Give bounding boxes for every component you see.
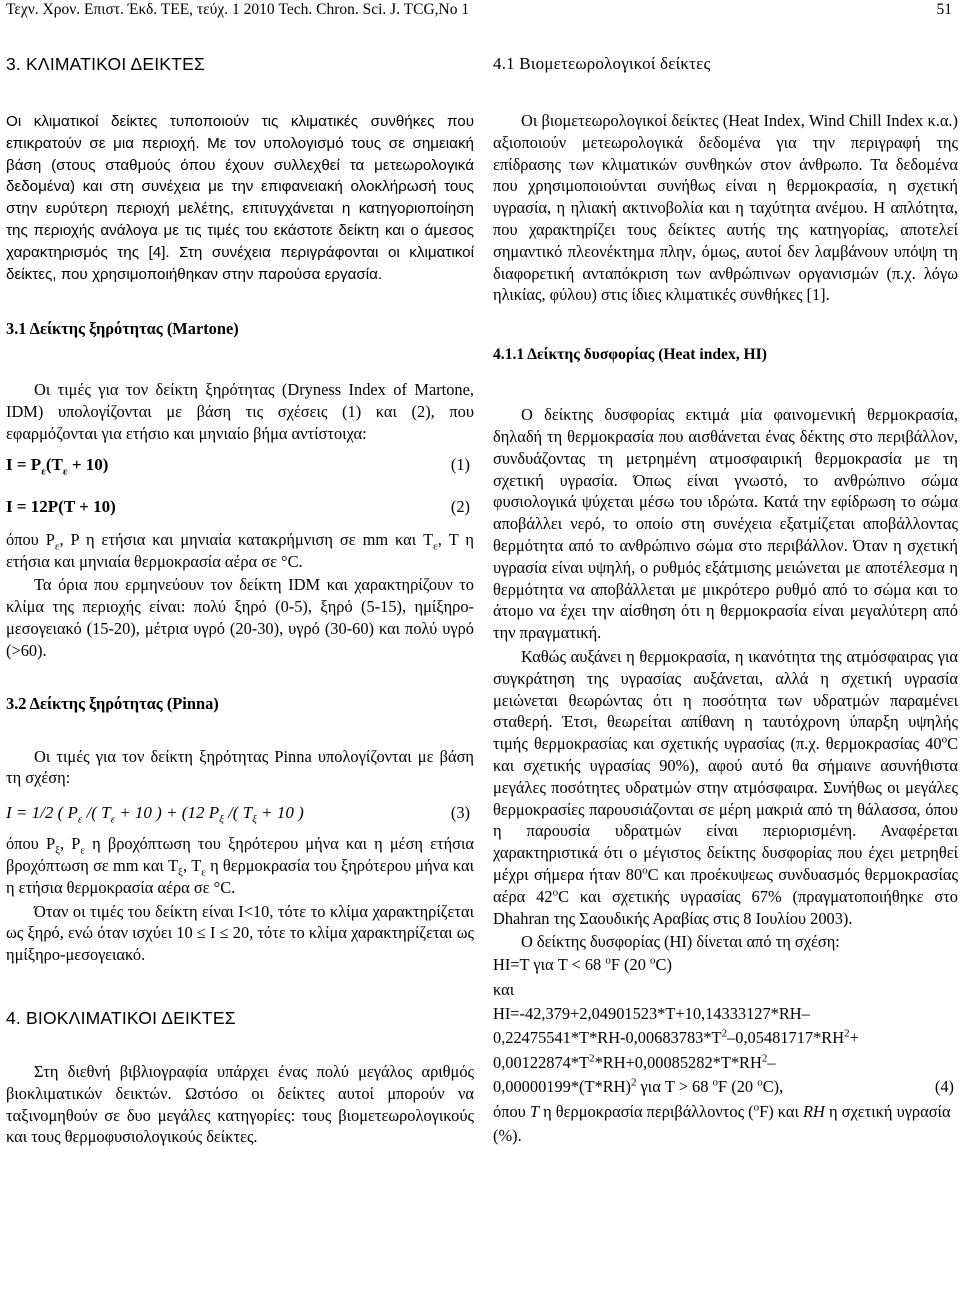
- right-column: [493, 48, 958, 1148]
- equation-3-definitions: όπου $P_\xi$, $P_\varepsilon$ η βροχόπτωση του ξηρότερου μήνα και η μέση ετήσια βροχόπτωση σε mm και $T_\xi$, $T_\varepsilon$ η θερμοκρασία του ξηρότερου μήνα και η ετήσια θερμοκρασία αέρα σε °C.: [6, 834, 475, 897]
- equation-3: I = 1/2 ( $P_\varepsilon$ /( $T_\varepsilon + 10$ ) + (12 $P_\xi$ /( $T_\xi + 10$ ) (3): [6, 803, 470, 826]
- section-4-1-1-title: 4.1.1 Δείκτης δυσφορίας (Heat index, HI): [493, 346, 767, 364]
- equation-1-2-definitions: όπου $P_\varepsilon$, P η ετήσια και μηνιαία κατακρήμνιση σε mm και $T_\varepsilon$, T η ετήσια και μηνιαία θερμοκρασία αέρα σε °C.: [6, 529, 474, 571]
- heat-index-paragraph-2: Καθώς αυξάνει η θερμοκρασία, η ικανότητα της ατμόσφαιρας για συγκράτηση της υγρασίας αυξάνεται, αλλά η σχετική υγρασία μειώνεται θεωρώντας ότι η ποσότητα των υδρατμών παραμένει σταθερή. Έτσι, θεωρείται απίθανη η ταυτόχρονη ύπαρξη υψηλής τιμής θερμοκρασίας και σχετικής υγρασίας (π.χ. θερμοκρασίας 40$^o$C και σχετικής υγρασίας 90%), αφού αυτό θα σήμαινε ασυνήθιστα μεγάλες ποσότητες υδρατμών στην ατμόσφαιρα. Συνήθως οι μεγάλες θερμοκρασίες παρουσιάζονται σε μέρη μακριά από τη θάλασσα, όπου η παρουσία υδρατμών είναι περιορισμένη. Αναφέρεται χαρακτηριστικά ότι ο μέγιστος δείκτης δυσφορίας που έχει μετρηθεί μέχρι σήμερα ήταν 80$^o$C και προέκυψεως συνδυασμός θερμοκρασίας αέρα 42$^o$C και σχετικής υγρασίας 67% (πραγματοποιήθηκε στο Dhahran της Σαουδικής Αραβίας στις 8 Ιουλίου 2003).: [493, 646, 959, 928]
- heat-index-formula: HI=T για T < 68 $^o$F (20 $^o$C) και HI=-42,379+2,04901523*T+10,14333127*RH– $0,22475541*T*RH-0,00683783*T^2-0,05481717*RH^2+$ $0,00122874*T^2*RH+0,00085282*T*RH^2-$ $0,00000199*(T*RH)^2$ για T > 68 $^o$F (20 $^o$C), (4) όπου T η θερμοκρασία περιβάλλοντος ($^o$F) και RH η σχετική υγρασία (%).: [493, 954, 954, 1145]
- journal-citation: Τεχν. Χρον. Επιστ. Έκδ. ΤΕΕ, τεύχ. 1 2010 Tech. Chron. Sci. J. TCG,No 1: [6, 1, 470, 18]
- section-4-paragraph: Στη διεθνή βιβλιογραφία υπάρχει ένας πολύ μεγάλος αριθμός βιοκλιματικών δεικτών. Ωστόσο οι δείκτες αυτοί μπορούν να ταξινομηθούν σε δυο μεγάλες κατηγορίες: τους βιομετεωρολογικούς και τους θερμοφυσιολογικούς δείκτες.: [6, 1061, 474, 1147]
- section-3-2-title: 3.2 Δείκτης ξηρότητας (Pinna): [6, 693, 219, 713]
- section-3-title: 3. ΚΛΙΜΑΤΙΚΟΙ ΔΕΙΚΤΕΣ: [6, 54, 205, 74]
- pinna-thresholds: Όταν οι τιμές του δείκτη είναι I<10, τότε το κλίμα χαρακτηρίζεται ως ξηρό, ενώ όταν ισχύει 10 ≤ I ≤ 20, τότε το κλίμα χαρακτηρίζεται ως ημίξηρο-μεσογειακό.: [6, 901, 474, 965]
- left-column: [6, 48, 474, 1148]
- running-header: [0, 0, 960, 24]
- section-3-1-paragraph: Οι τιμές για τον δείκτη ξηρότητας (Dryness Index of Martone, IDM) υπολογίζονται με βάση τις σχέσεις (1) και (2), που εφαρμόζονται για ετήσιο και μηνιαίο βήμα αντίστοιχα:: [6, 380, 474, 443]
- section-4-title: 4. ΒΙΟΚΛΙΜΑΤΙΚΟΙ ΔΕΙΚΤΕΣ: [6, 1007, 236, 1028]
- section-4-1-paragraph: Οι βιομετεωρολογικοί δείκτες (Heat Index, Wind Chill Index κ.α.) αξιοποιούν μετεωρολογικά δεδομένα για την περιγραφή της επίδρασης των κλιματικών συνθηκών στον άνθρωπο. Τα δεδομένα που χρησιμοποιούνται συνήθως είναι η θερμοκρασία, η σχετική υγρασία, η ηλιακή ακτινοβολία και η ταχύτητα ανέμου. Η απλότητα, που χαρακτηρίζει τους δείκτες αυτής της κατηγορίας, αποτελεί σημαντικό πλεονέκτημα πλην, όμως, αυτοί δεν λαμβάνουν υπόψη τη διαφορετική ανταπόκριση των ανθρώπινων οργανισμών (π.χ. λόγω ηλικίας, φύλου) στις ίδιες κλιματικές συνθήκες [1].: [493, 111, 958, 305]
- equation-2-number: (2): [450, 496, 470, 516]
- section-3-intro: Οι κλιματικοί δείκτες τυποποιούν τις κλιματικές συνθήκες που επικρατούν σε μια περιοχή. Με τον υπολογισμό τους σε σημειακή βάση (στους σταθμούς όπου έχουν συλλεχθεί τα μετεωρολογικά δεδομένα) και στη συνέχεια με την επιφανειακή ολοκλήρωσή τους στην ευρύτερη περιοχή μελέτης, επιτυγχάνεται η κατηγοριοποίηση της περιοχής ανάλογα με τις τιμές του εκάστοτε δείκτη και ο άμεσος χαρακτηρισμός της [4]. Στη συνέχεια περιγράφονται οι κλιματικοί δείκτες, που χρησιμοποιήθηκαν στην παρούσα εργασία.: [6, 113, 474, 283]
- equation-4-number: (4): [934, 1077, 954, 1097]
- equation-3-number: (3): [450, 803, 470, 823]
- section-3-1-title: 3.1 Δείκτης ξηρότητας (Martone): [6, 319, 239, 339]
- page-number: 51: [936, 1, 952, 18]
- equation-1-number: (1): [450, 454, 470, 474]
- martone-thresholds: Τα όρια που ερμηνεύουν τον δείκτη IDM και χαρακτηρίζουν το κλίμα της περιοχής είναι: πολύ ξηρό (0-5), ξηρό (5-15), ημίξηρο-μεσογειακό (15-20), μέτρια υγρό (20-30), υγρό (30-60) και πολύ υγρό (>60).: [6, 575, 474, 660]
- section-3-2-paragraph: Οι τιμές για τον δείκτη ξηρότητας Pinna υπολογίζονται με βάση τη σχέση:: [6, 746, 474, 788]
- heat-index-paragraph-1: Ο δείκτης δυσφορίας εκτιμά μία φαινομενική θερμοκρασία, δηλαδή τη θερμοκρασία που αισθάνεται ένας δέκτης στο περιβάλλον, συνδυάζοντας τη μετρημένη ατμοσφαιρική θερμοκρασία με τη σχετική υγρασία. Όπως είναι γνωστό, το ανθρώπινο σώμα φυσιολογικά ψύχεται μέσω του ιδρώτα. Κατά την εφίδρωση το σώμα αποβάλλει νερό, το οποίο στη συνέχεια εξατμίζεται αποβάλλοντας θερμότητα από το ανθρώπινο σώμα στο περιβάλλον. Όταν η σχετική υγρασία είναι υψηλή, ο ρυθμός εξάτμισης μειώνεται με αποτέλεσμα η θερμότητα να αποβάλλεται με μικρότερο ρυθμό από το σώμα και το άτομο να έχει την αίσθηση ότι η θερμοκρασία είναι μεγαλύτερη από την πραγματική.: [493, 405, 958, 643]
- equation-2: I = 12P(T + 10) (2): [6, 496, 470, 516]
- heat-index-formula-intro: Ο δείκτης δυσφορίας (HI) δίνεται από τη σχέση:: [521, 932, 840, 952]
- section-4-1-title: 4.1 Βιομετεωρολογικοί δείκτες: [493, 54, 711, 73]
- equation-1: $I = P_\varepsilon(T_\varepsilon + 10)$ (1): [6, 454, 470, 478]
